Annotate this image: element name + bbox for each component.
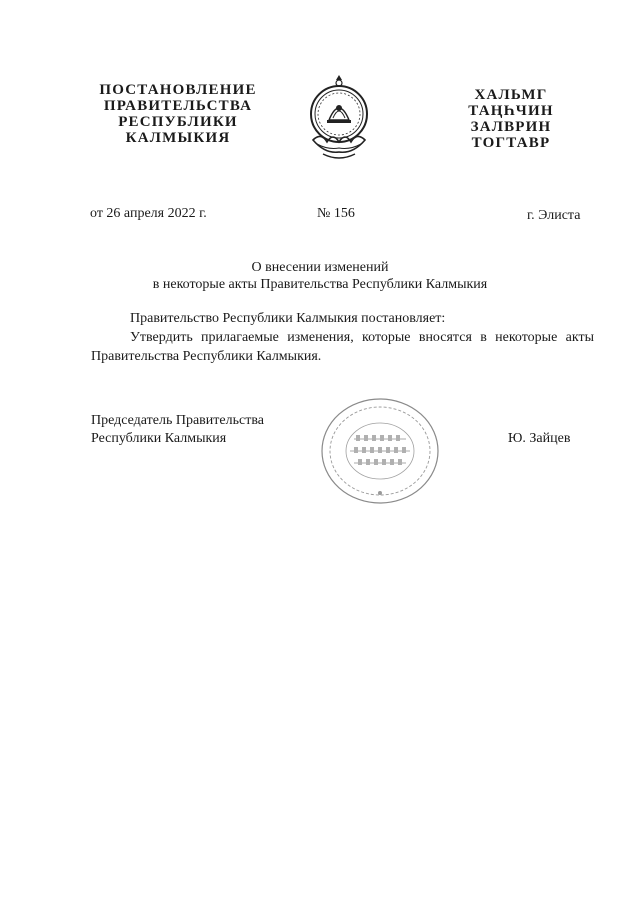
seal-stamp-icon — [318, 395, 442, 507]
header-right-line-1: ХАЛЬМГ — [474, 87, 548, 103]
body-paragraph-1: Правительство Республики Калмыкия постановляет: — [130, 311, 446, 326]
document-number: № 156 — [317, 206, 355, 221]
signer-position — [91, 412, 264, 448]
header-right-line-3: ЗАЛВРИН — [470, 119, 552, 135]
header-left-line-1: ПОСТАНОВЛЕНИЕ — [99, 82, 257, 98]
header-left-line-3: РЕСПУБЛИКИ — [118, 114, 238, 130]
signer-position-line-2: Республики Калмыкия — [91, 431, 227, 446]
header-title-kalmyk — [456, 87, 566, 151]
document-date: от 26 апреля 2022 г. — [90, 206, 207, 221]
signer-name: Ю. Зайцев — [508, 431, 571, 446]
header-left-line-4: КАЛМЫКИЯ — [125, 130, 231, 146]
header-right-line-2: ТАҢҺЧИН — [468, 103, 554, 119]
body-paragraph-2: Утвердить прилагаемые изменения, которые вносятся в некоторые акты Правительства Республики Калмыкия. — [91, 330, 594, 364]
signer-position-line-1: Председатель Правительства — [91, 413, 264, 428]
title-line-1: О внесении изменений — [251, 260, 389, 275]
title-line-2: в некоторые акты Правительства Республики Калмыкия — [152, 277, 488, 292]
header-left-line-2: ПРАВИТЕЛЬСТВА — [103, 98, 253, 114]
header-right-line-4: ТОГТАВР — [471, 135, 551, 151]
document-title — [60, 259, 580, 293]
coat-of-arms-icon — [303, 74, 375, 164]
document-city: г. Элиста — [527, 208, 581, 223]
header-title-russian — [98, 82, 258, 146]
